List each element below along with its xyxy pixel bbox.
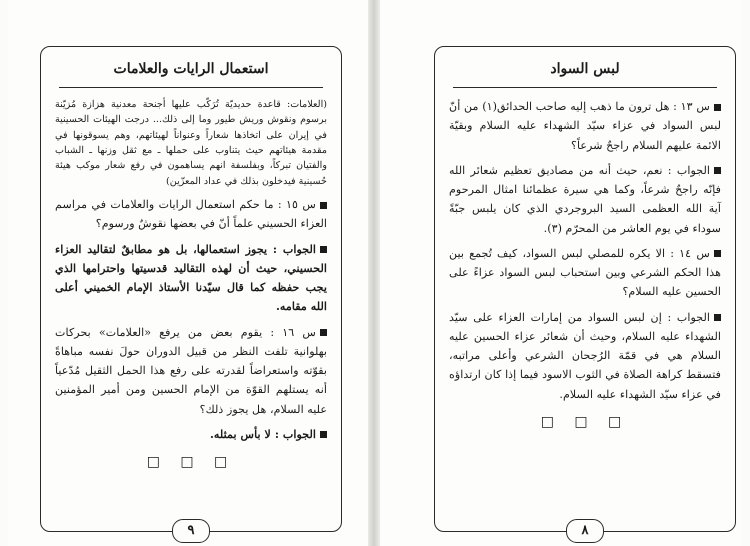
bullet-square-icon [320, 246, 327, 253]
answer-text: الجواب : لا بأس بمثله. [210, 426, 316, 441]
answer-13 [449, 161, 721, 238]
title-divider [453, 87, 717, 88]
question-text: س ١٥ : ما حكم استعمال الرايات والعلامات في مراسم العزاء الحسيني علماً أنّ في بعضها نقوشٌ ورسوم؟ [55, 198, 327, 231]
left-page [8, 0, 370, 546]
right-page-frame [434, 46, 736, 538]
question-15 [55, 195, 327, 234]
bullet-square-icon [320, 202, 327, 209]
page-number: ٨ [566, 519, 604, 543]
left-page-content [55, 97, 327, 474]
question-13 [449, 97, 721, 155]
answer-15 [55, 240, 327, 317]
question-text: س ١٦ : يقوم بعض من يرفع «العلامات» بحركات بهلوانية تلفت النظر من قبيل الدوران حولَ نفسه مباهاةً بقوّته واستعراضاً لقدرته على رفع هذا الحمل الثقيل مُدّعياً أنه يستلهم القوّة من الإمام الحسين ومن أمير المؤمنين عليه السلام، هل يجوز ذلك؟ [55, 325, 327, 416]
section-ornament: □ □ □ [540, 413, 630, 430]
bullet-square-icon [320, 329, 327, 336]
page-title: لبس السواد [550, 61, 620, 77]
bullet-square-icon [714, 104, 721, 111]
answer-text: الجواب : نعم، حيث أنه من مصاديق تعظيم شعائر الله فإنّه راجحٌ شرعاً، وكما هي سيرة عظمائنا امثال المرحوم آية الله العظمى السيد البروجردي الذي كان يلبس جبّةً سوداء في يوم العاشر من المحرّم (٣). [449, 163, 721, 235]
answer-16 [55, 425, 327, 444]
page-number: ٩ [172, 519, 210, 543]
bullet-square-icon [714, 314, 721, 321]
answer-text: الجواب : يجوز استعمالها، بل هو مطابقٌ لتقاليد العزاء الحسيني، حيث أن لهذه التقاليد قدسيتها واحترامها الذي يجب حفظه كما قال سيّدنا الأستاذ الإمام الخميني أعلى الله مقامه. [55, 241, 327, 314]
question-16 [55, 323, 327, 419]
title-divider [59, 87, 323, 88]
book-gutter [368, 0, 380, 546]
right-page [380, 0, 742, 546]
section-ornament: □ □ □ [146, 454, 236, 471]
page-title: استعمال الرايات والعلامات [113, 61, 269, 77]
question-text: س ١٣ : هل ترون ما ذهب إليه صاحب الحدائق(١) من أنّ لبس السواد في عزاء سيّد الشهداء عليه السلام وبقيّة الائمة عليهم السلام راجحٌ شرعاً؟ [449, 100, 721, 152]
answer-text: الجواب : إن لبس السواد من إمارات العزاء على سيّد الشهداء عليه السلام، وحيث أن شعائر عزاء الحسين عليه السلام هي في قمّة الرُجحان الشرعي وأعلى مراتبه، فتسقط كراهة الصلاة في الثوب الاسود فيما إذا كان ارتداؤه في عزاء سيّد الشهداء عليه السلام. [449, 310, 721, 401]
bullet-square-icon [714, 167, 721, 174]
bullet-square-icon [320, 431, 327, 438]
left-page-frame [40, 46, 342, 538]
footnote-paragraph: (العلامات: قاعدة حديديّة تُرَكّب عليها أجنحة معدنية هزازة مُزيّنة برسوم ونقوش وريش طيور وما إلى ذلك... درجت الهيئات الحسينية في إيران على اتخاذها شعاراً وعنواناً لهيئاتهم، وهم يسوقونها في مقدمة هيئاتهم حيث يتناوب على حملها ـ مع ثقل وزنها ـ الشباب والفتيان تبركاً، وبفلسفة انهم يساهمون في رفع شعار موكب هيئة حُسينية فيدخلون بذلك في عداد المعزّين) [55, 99, 327, 187]
right-page-content [449, 97, 721, 434]
question-text: س ١٤ : الا يكره للمصلي لبس السواد، كيف تُجمع بين هذا الحكم الشرعي وبين استحباب لبس السواد عزاءً على الحسين عليه السلام؟ [449, 246, 721, 299]
question-14 [449, 244, 721, 302]
answer-14 [449, 308, 721, 404]
bullet-square-icon [714, 250, 721, 257]
